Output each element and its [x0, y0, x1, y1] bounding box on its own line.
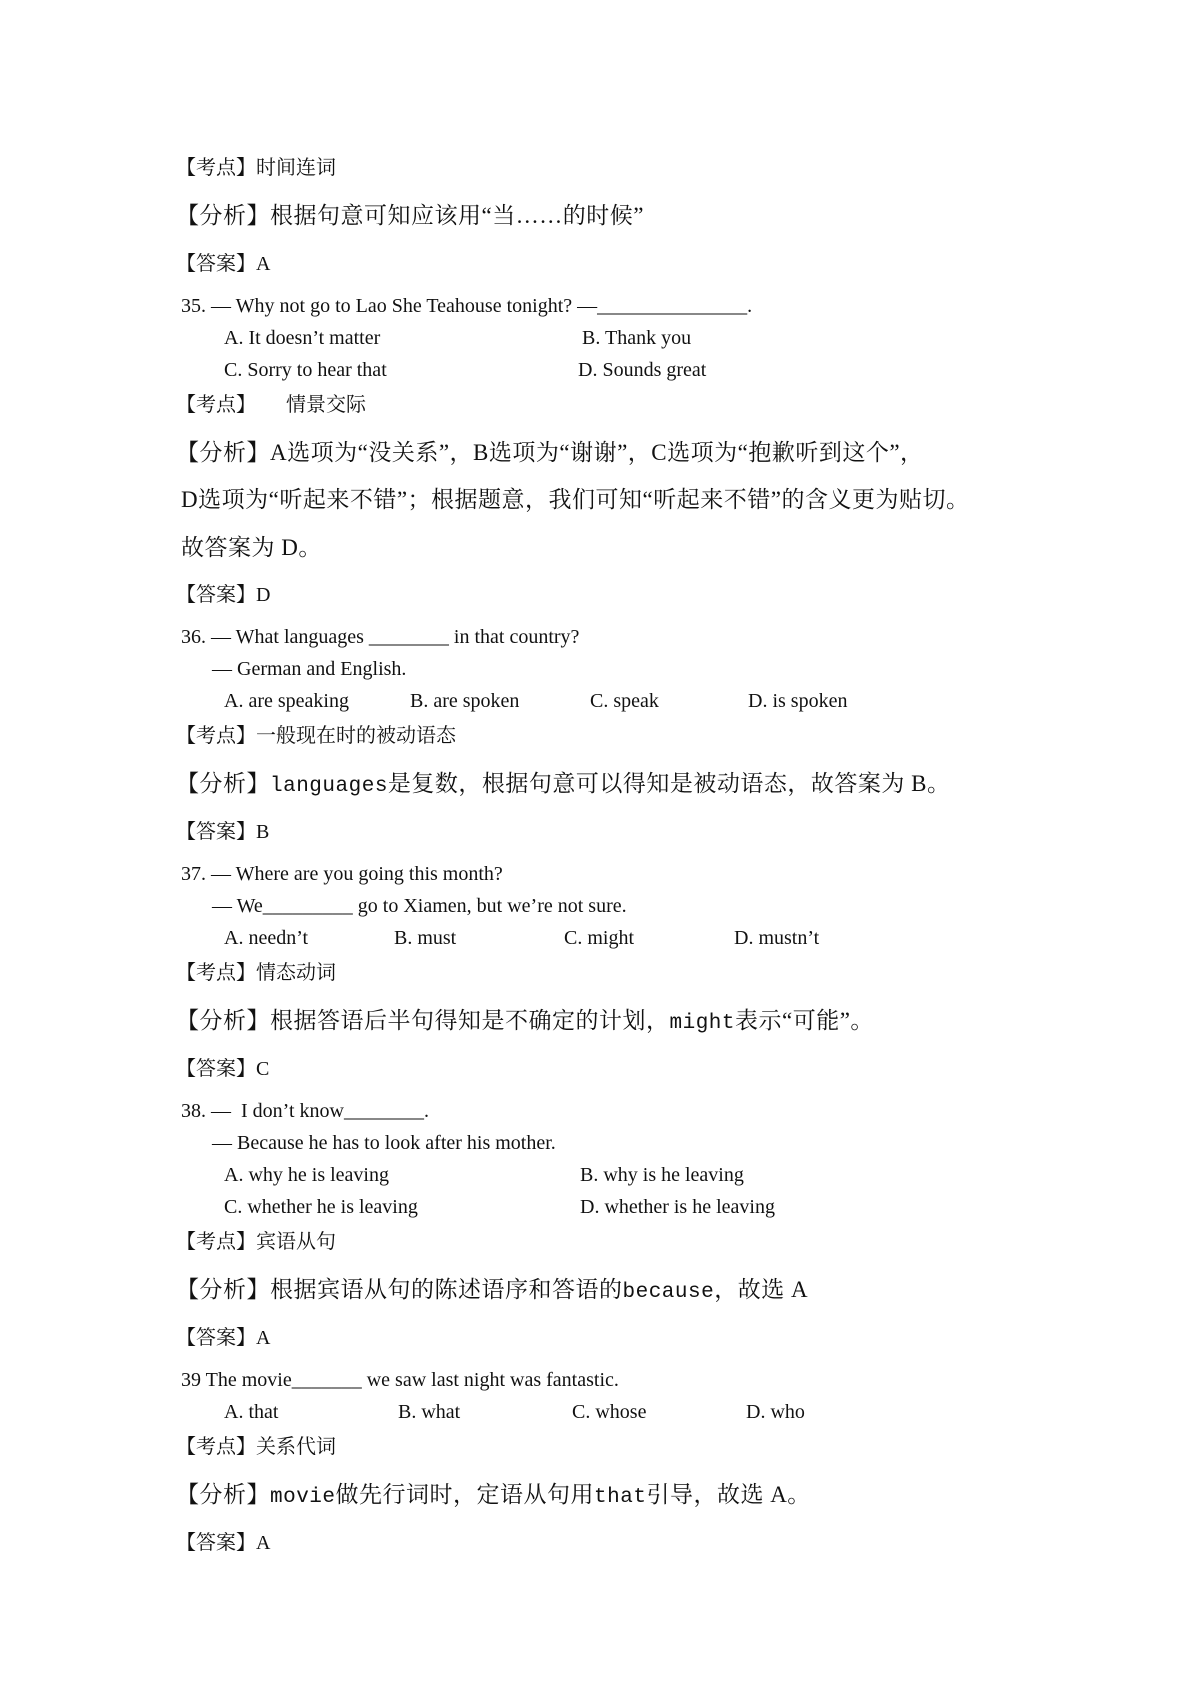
q39-fenxi-middle: 做先行词时，定语从句用 [335, 1482, 595, 1507]
q39-fenxi-word: movie [270, 1486, 336, 1509]
q36-daan: 【答案】B [176, 821, 270, 843]
q38-option-c: C. whether he is leaving [224, 1196, 418, 1218]
q38-daan: 【答案】A [176, 1327, 271, 1349]
q39-fenxi-word-2: that [594, 1486, 647, 1509]
q38-stem: 38. — I don’t know________. [181, 1100, 429, 1122]
q35-fenxi-line-3: 故答案为 D。 [181, 535, 322, 560]
q36-fenxi [176, 772, 951, 797]
q37-stem: 37. — Where are you going this month? [181, 863, 503, 885]
q37-fenxi [176, 1009, 874, 1034]
q39-option-c: C. whose [572, 1401, 647, 1423]
q38-fenxi-prefix: 【分析】根据宾语从句的陈述语序和答语的 [176, 1277, 623, 1302]
top-kaodian: 【考点】时间连词 [176, 157, 336, 179]
q39-fenxi [176, 1483, 811, 1508]
q39-stem: 39 The movie_______ we saw last night was fantastic. [181, 1369, 619, 1391]
q39-option-d: D. who [746, 1401, 805, 1423]
q38-fenxi-suffix: ，故选 A [714, 1277, 809, 1302]
q39-option-b: B. what [398, 1401, 461, 1423]
q37-option-b: B. must [394, 927, 457, 949]
q39-fenxi-prefix: 【分析】 [176, 1482, 270, 1507]
q35-fenxi-line-1: 【分析】A选项为“没关系”，B选项为“谢谢”，C选项为“抱歉听到这个”， [176, 440, 924, 465]
q37-fenxi-suffix: 表示“可能”。 [735, 1008, 874, 1033]
q35-option-c: C. Sorry to hear that [224, 359, 387, 381]
q36-option-b: B. are spoken [410, 690, 520, 712]
q37-option-a: A. needn’t [224, 927, 309, 949]
q36-kaodian: 【考点】一般现在时的被动语态 [176, 725, 456, 747]
q38-fenxi [176, 1278, 808, 1303]
q37-daan: 【答案】C [176, 1058, 270, 1080]
q37-fenxi-word: might [669, 1012, 736, 1035]
q38-option-a: A. why he is leaving [224, 1164, 389, 1186]
q35-fenxi-line-2: D选项为“听起来不错”；根据题意，我们可知“听起来不错”的含义更为贴切。 [181, 487, 970, 512]
q38-reply: — Because he has to look after his mother. [212, 1132, 556, 1154]
q37-fenxi-prefix: 【分析】根据答语后半句得知是不确定的计划， [176, 1008, 670, 1033]
q39-kaodian: 【考点】关系代词 [176, 1436, 336, 1458]
q35-option-a: A. It doesn’t matter [224, 327, 381, 349]
q37-kaodian: 【考点】情态动词 [176, 962, 336, 984]
top-daan: 【答案】A [176, 253, 271, 275]
q39-daan: 【答案】A [176, 1532, 271, 1554]
q35-option-b: B. Thank you [582, 327, 692, 349]
q38-option-d: D. whether is he leaving [580, 1196, 775, 1218]
q35-option-d: D. Sounds great [578, 359, 707, 381]
q36-reply: — German and English. [212, 658, 407, 680]
q37-reply: — We_________ go to Xiamen, but we’re not sure. [212, 895, 627, 917]
q36-fenxi-suffix: 是复数，根据句意可以得知是被动语态，故答案为 B。 [387, 771, 951, 796]
q38-fenxi-word: because [622, 1281, 715, 1304]
q35-stem: 35. — Why not go to Lao She Teahouse tonight? —_______________. [181, 295, 753, 317]
q35-kaodian: 【考点】 情景交际 [176, 394, 366, 416]
q35-daan: 【答案】D [176, 584, 271, 606]
q39-fenxi-suffix: 引导，故选 A。 [646, 1482, 811, 1507]
q37-option-c: C. might [564, 927, 635, 949]
q36-option-d: D. is spoken [748, 690, 848, 712]
q38-kaodian: 【考点】宾语从句 [176, 1231, 336, 1253]
q38-option-b: B. why is he leaving [580, 1164, 744, 1186]
q36-option-a: A. are speaking [224, 690, 349, 712]
q39-option-a: A. that [224, 1401, 279, 1423]
q36-fenxi-prefix: 【分析】 [176, 771, 270, 796]
q36-fenxi-word: languages [270, 775, 388, 798]
q36-stem: 36. — What languages ________ in that country? [181, 626, 580, 648]
q36-option-c: C. speak [590, 690, 659, 712]
q37-option-d: D. mustn’t [734, 927, 820, 949]
top-fenxi: 【分析】根据句意可知应该用“当……的时候” [176, 203, 644, 228]
